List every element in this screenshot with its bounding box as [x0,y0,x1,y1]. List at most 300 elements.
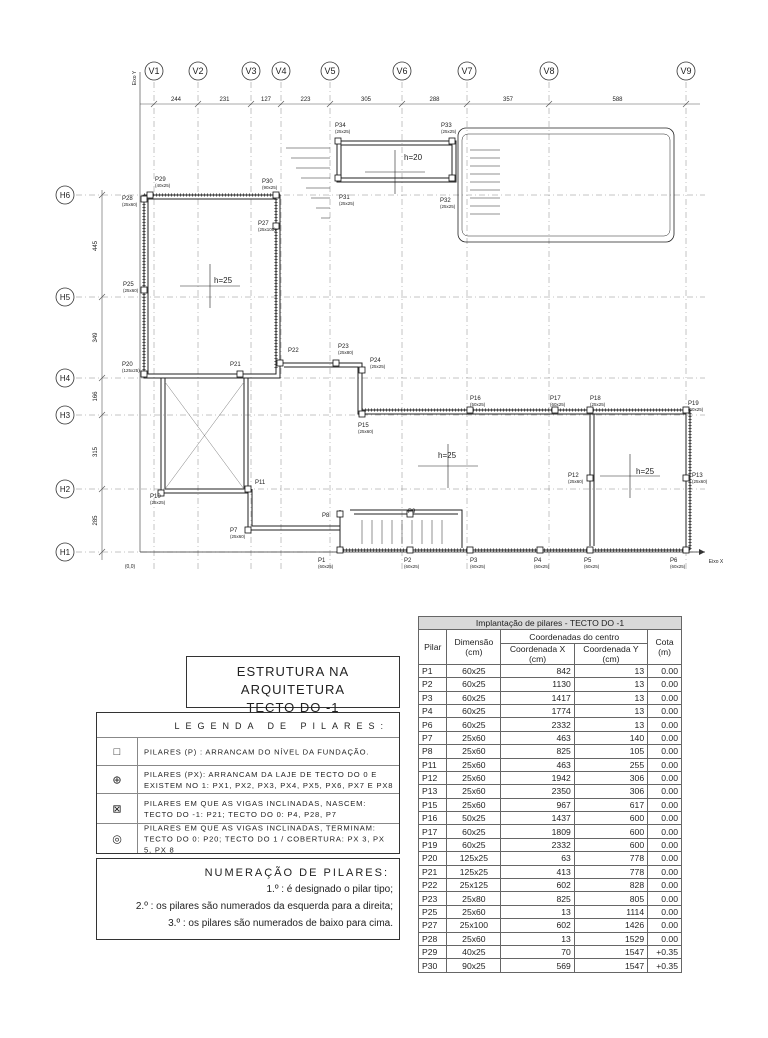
axis-label: V5 [324,66,336,76]
legend-text: PILARES EM QUE AS VIGAS INCLINADAS, NASCEM: TECTO DO -1: P21; TECTO DO 0: P4, P28, P7 [144,799,367,819]
pillar-legend [96,712,400,854]
table-row [419,852,682,865]
opening-cross [165,382,244,489]
pillar [335,138,341,144]
table-row [419,825,682,838]
col-coord-x: Coordenada X (cm) [501,643,575,664]
table-cell: 1809 [501,825,575,838]
axis-label: V3 [245,66,257,76]
pillar [467,407,473,413]
table-cell: P1 [419,664,447,677]
pillar-label: P7 [230,528,238,534]
table-cell: 25x60 [447,758,501,771]
legend-row [97,737,399,766]
table-cell: 413 [501,865,575,878]
dimension-label: 315 [93,446,99,458]
table-cell: 2350 [501,785,575,798]
table-cell: 25x100 [447,919,501,932]
pillar-label: P23 [338,344,349,350]
table-cell: P20 [419,852,447,865]
table-cell: 60x25 [447,664,501,677]
table-cell: 70 [501,945,575,958]
table-cell: 140 [574,731,647,744]
table-cell: 13 [501,932,575,945]
numbering-rules [96,858,400,940]
pillar-dimension-label: (60x25) [550,402,566,407]
pillar [587,407,593,413]
slab-thickness-label: h=25 [438,451,457,460]
pillar [467,547,473,553]
legend-heading: LEGENDA DE PILARES: [174,721,389,731]
axis-label: H1 [59,548,71,557]
pillar-label: P2 [404,558,412,564]
table-cell: P6 [419,718,447,731]
table-cell: 63 [501,852,575,865]
pillar [337,547,343,553]
table-cell: P21 [419,865,447,878]
table-cell: P15 [419,798,447,811]
table-cell: 0.00 [648,879,682,892]
table-cell: P13 [419,785,447,798]
table-cell: 25x60 [447,785,501,798]
pillar [273,192,279,198]
beam [350,510,462,548]
pillar-label: P6 [670,558,678,564]
table-cell: +0.35 [648,959,682,972]
pillar-label: P25 [123,282,134,288]
table-cell: 0.00 [648,812,682,825]
pillar-dimension-label: (60x25) [534,564,550,569]
pillar-label: P21 [230,362,241,368]
numbering-rule: 2.º : os pilares são numerados da esquerda para a direita; [135,901,393,912]
axis-label: V1 [148,66,160,76]
table-cell: 90x25 [447,959,501,972]
axis-label: V4 [275,66,287,76]
table-cell: 0.00 [648,892,682,905]
pillar-label: P30 [262,179,273,185]
pillar-label: P9 [408,509,416,515]
table-cell: 105 [574,745,647,758]
pillar [237,371,243,377]
pillar-label: P11 [255,480,266,486]
table-cell: 13 [501,905,575,918]
legend-row [97,793,399,824]
table-cell: P23 [419,892,447,905]
axis-label: V2 [192,66,204,76]
beam [252,489,340,526]
table-row [419,905,682,918]
pillar-label: P27 [258,221,269,227]
table-row [419,758,682,771]
table-row [419,865,682,878]
beam [337,141,456,182]
dimension-label: 305 [360,97,372,103]
table-row [419,718,682,731]
table-cell: 60x25 [447,838,501,851]
pillar-dimension-label: (50x25) [470,402,486,407]
table-cell: 1130 [501,678,575,691]
pillar-label: P32 [440,198,451,204]
pillar [683,475,689,481]
table-cell: 13 [574,691,647,704]
dimension-label: 357 [502,97,514,103]
pillar-label: P10 [150,494,161,500]
table-cell: P16 [419,812,447,825]
table-cell: P27 [419,919,447,932]
table-cell: 25x60 [447,798,501,811]
table-cell: 602 [501,919,575,932]
axis-label: H4 [59,374,71,383]
slab-thickness-label: h=25 [214,276,233,285]
pillar [147,192,153,198]
col-coord-y: Coordenada Y (cm) [574,643,647,664]
table-cell: 0.00 [648,798,682,811]
beam [284,367,686,550]
pillar-dimension-label: (25x60) [692,479,708,484]
table-cell: 602 [501,879,575,892]
table-cell: 60x25 [447,704,501,717]
pillar-label: P24 [370,358,381,364]
dimension-label: 223 [300,97,311,103]
pillar-label: P31 [339,195,350,201]
axis-label: H6 [59,191,71,200]
beam [165,378,244,489]
pillar [245,486,251,492]
dimension-label: 166 [93,391,99,402]
pillar-label: P17 [550,396,561,402]
table-cell: 60x25 [447,718,501,731]
table-cell: 842 [501,664,575,677]
pillar-dimension-label: (60x25) [584,564,600,569]
table-cell: P30 [419,959,447,972]
table-row [419,785,682,798]
table-row [419,704,682,717]
pillar-dimension-label: (60x25) [318,564,334,569]
table-cell: P4 [419,704,447,717]
legend-text: PILARES EM QUE AS VIGAS INCLINADAS, TERMINAM: TECTO DO 0: P20; TECTO DO 1 / COBERTURA: PX 3, PX 5, PX 8 [144,823,385,854]
pillar-dimension-label: (40x25) [155,183,171,188]
table-caption: Implantação de pilares - TECTO DO -1 [419,617,682,630]
pillar-label: P3 [470,558,478,564]
pillar-dimension-label: (60x25) [688,407,704,412]
table-cell: 25x60 [447,905,501,918]
pillar-label: P16 [470,396,481,402]
table-cell: 600 [574,838,647,851]
table-cell: 0.00 [648,731,682,744]
pillar-label: P12 [568,473,579,479]
pillar-dimension-label: (25x60) [230,534,246,539]
table-cell: 967 [501,798,575,811]
table-cell: 569 [501,959,575,972]
table-cell: 2332 [501,718,575,731]
pillar-dimension-label: (25x60) [568,479,584,484]
table-cell: P17 [419,825,447,838]
table-cell: P7 [419,731,447,744]
pool-outline [458,128,674,242]
table-cell: P12 [419,771,447,784]
table-cell: 25x60 [447,771,501,784]
table-cell: 0.00 [648,745,682,758]
numbering-rule: 3.º : os pilares são numerados de baixo para cima. [168,918,393,929]
pillar [449,138,455,144]
table-cell: 1547 [574,959,647,972]
table-cell: 0.00 [648,932,682,945]
table-cell: 463 [501,758,575,771]
table-row [419,771,682,784]
table-cell: 828 [574,879,647,892]
table-cell: 0.00 [648,758,682,771]
table-cell: 805 [574,892,647,905]
axis-label: H5 [59,293,71,302]
table-cell: 1417 [501,691,575,704]
table-cell: 306 [574,771,647,784]
legend-text: PILARES (P) : ARRANCAM DO NÍVEL DA FUNDAÇÃO. [144,747,370,757]
pillar-label: P34 [335,123,346,129]
table-row [419,798,682,811]
axis-label: V9 [680,66,692,76]
pillar-dimension-label: (25x25) [335,129,351,134]
table-cell: 255 [574,758,647,771]
table-row [419,879,682,892]
table-row [419,745,682,758]
axis-label: H3 [59,411,71,420]
pillar-label: P5 [584,558,592,564]
pillar-label: P28 [122,196,133,202]
table-row [419,932,682,945]
table-row [419,678,682,691]
table-cell: 1426 [574,919,647,932]
pillar-label: P29 [155,177,166,183]
table-cell: 0.00 [648,704,682,717]
pillar [537,547,543,553]
table-cell: 1942 [501,771,575,784]
plan-labels [60,66,724,570]
pillar-table-body [419,664,682,972]
table-cell: 306 [574,785,647,798]
table-cell: P25 [419,905,447,918]
numbering-heading: NUMERAÇÃO DE PILARES: [204,867,389,879]
pillar [359,367,365,373]
pillar-label: P20 [122,362,133,368]
pillar [335,175,341,181]
table-cell: P2 [419,678,447,691]
table-cell: 125x25 [447,865,501,878]
drawing-title: ESTRUTURA NA ARQUITETURA [236,664,350,697]
pillar [407,547,413,553]
beam [280,363,690,550]
table-cell: P29 [419,945,447,958]
table-cell: 13 [574,678,647,691]
table-cell: 1547 [574,945,647,958]
pillar-label: P4 [534,558,542,564]
arrow-head [699,549,705,555]
dimension-label: 349 [93,332,99,343]
square-icon: □ [113,746,121,758]
pillar-dimension-label: (25x25) [150,500,166,505]
axis-label: V8 [543,66,555,76]
table-cell: +0.35 [648,945,682,958]
table-cell: 778 [574,865,647,878]
table-cell: 617 [574,798,647,811]
table-cell: P28 [419,932,447,945]
numbering-rule: 1.º : é designado o pilar tipo; [266,884,393,895]
table-cell: 125x25 [447,852,501,865]
table-row [419,664,682,677]
table-cell: P11 [419,758,447,771]
pillar-dimension-label: (60x25) [470,564,486,569]
slab-thickness-label: h=20 [404,153,423,162]
axis-label: H2 [59,485,71,494]
pillar-label: P22 [288,348,299,354]
pillar-label: P19 [688,401,699,407]
pillar-dimension-label: (25x80) [338,350,354,355]
table-cell: 25x80 [447,892,501,905]
dimension-label: 244 [170,97,182,103]
table-cell: 0.00 [648,838,682,851]
table-row [419,959,682,972]
dimension-label: 231 [219,97,230,103]
table-cell: 1529 [574,932,647,945]
dimension-label: 288 [429,97,440,103]
pillar-label: P13 [692,473,703,479]
pillar-dimension-label: (25x60) [122,202,138,207]
pillar-label: P18 [590,396,601,402]
drawing-subtitle: TECTO DO -1 [246,700,340,715]
pillar [552,407,558,413]
beam [248,493,340,530]
table-row [419,812,682,825]
table-cell: 0.00 [648,785,682,798]
drawing-title-box [186,656,400,715]
pillar [277,360,283,366]
pillar [141,287,147,293]
table-cell: 60x25 [447,678,501,691]
table-cell: 1774 [501,704,575,717]
table-cell: 825 [501,892,575,905]
table-cell: 825 [501,745,575,758]
crossed-square-icon: ⊕ [112,774,122,787]
table-cell: 0.00 [648,678,682,691]
pillar-dimension-label: (25x60) [358,429,374,434]
pillar [449,175,455,181]
pillar-dimension-label: (60x25) [670,564,686,569]
table-row [419,945,682,958]
axis-x-label: Eixo X [708,559,724,565]
table-cell: 778 [574,852,647,865]
table-cell: P3 [419,691,447,704]
table-cell: 0.00 [648,825,682,838]
table-cell: 0.00 [648,691,682,704]
beam [148,199,276,374]
table-cell: 0.00 [648,905,682,918]
legend-row [97,823,399,853]
table-cell: P22 [419,879,447,892]
double-square-icon: ◎ [112,833,122,845]
table-cell: 0.00 [648,919,682,932]
slab-thickness-label: h=25 [636,467,655,476]
table-cell: P8 [419,745,447,758]
pillar-dimension-label: (25x25) [339,201,355,206]
table-cell: 25x60 [447,932,501,945]
table-cell: 25x125 [447,879,501,892]
table-cell: 0.00 [648,852,682,865]
legend-text: PILARES (PX): ARRANCAM DA LAJE DE TECTO DO 0 E EXISTEM NO 1: PX1, PX2, PX3, PX4, PX5, PX6, PX7 E PX8 [144,770,394,790]
legend-row [97,765,399,794]
col-coords: Coordenadas do centro [501,630,648,643]
pillar-dimension-label: (25x25) [440,204,456,209]
table-row [419,892,682,905]
pillar-label: P1 [318,558,326,564]
pillar [141,196,147,202]
table-cell: 600 [574,812,647,825]
col-cota: Cota (m) [648,630,682,664]
pillar-table [418,616,682,973]
pillar-dimension-label: (25x25) [441,129,457,134]
pillar-dimension-label: (90x25) [262,185,278,190]
pillar [587,547,593,553]
table-row [419,919,682,932]
table-cell: 0.00 [648,771,682,784]
pillar-label: P8 [322,513,330,519]
col-dimensao: Dimensão (cm) [447,630,501,664]
table-cell: 40x25 [447,945,501,958]
pillar [587,475,593,481]
table-cell: 60x25 [447,825,501,838]
table-cell: P19 [419,838,447,851]
pool-inner [462,134,670,236]
pillar [683,547,689,553]
origin-label: (0,0) [124,564,136,570]
pillar-label: P15 [358,423,369,429]
pillar-dimension-label: (25x25) [590,402,606,407]
pillar [359,411,365,417]
table-cell: 2332 [501,838,575,851]
pillar-dimension-label: (60x25) [404,564,420,569]
pillar-dimension-label: (25x25) [370,364,386,369]
table-cell: 0.00 [648,664,682,677]
pillar [333,360,339,366]
table-cell: 1114 [574,905,647,918]
axis-label: V6 [396,66,408,76]
table-cell: 25x60 [447,731,501,744]
x-square-icon: ⊠ [112,803,122,816]
table-cell: 0.00 [648,865,682,878]
table-cell: 13 [574,664,647,677]
table-cell: 50x25 [447,812,501,825]
dimension-label: 445 [93,240,99,252]
beam [341,145,452,178]
dimension-label: 127 [260,97,272,103]
pillar-label: P33 [441,123,452,129]
table-cell: 13 [574,704,647,717]
col-pilar: Pilar [419,630,447,664]
pillar-dimension-label: (25x60) [123,288,139,293]
pillar [337,511,343,517]
table-cell: 60x25 [447,691,501,704]
beam [340,510,690,550]
table-cell: 25x60 [447,745,501,758]
table-cell: 463 [501,731,575,744]
table-row [419,731,682,744]
dimension-label: 588 [612,97,623,103]
table-cell: 13 [574,718,647,731]
axis-label: V7 [461,66,473,76]
pillar [245,527,251,533]
dimension-label: 285 [93,515,99,526]
table-row [419,691,682,704]
pillar [141,371,147,377]
pillar-dimension-label: (125x25) [122,368,140,373]
